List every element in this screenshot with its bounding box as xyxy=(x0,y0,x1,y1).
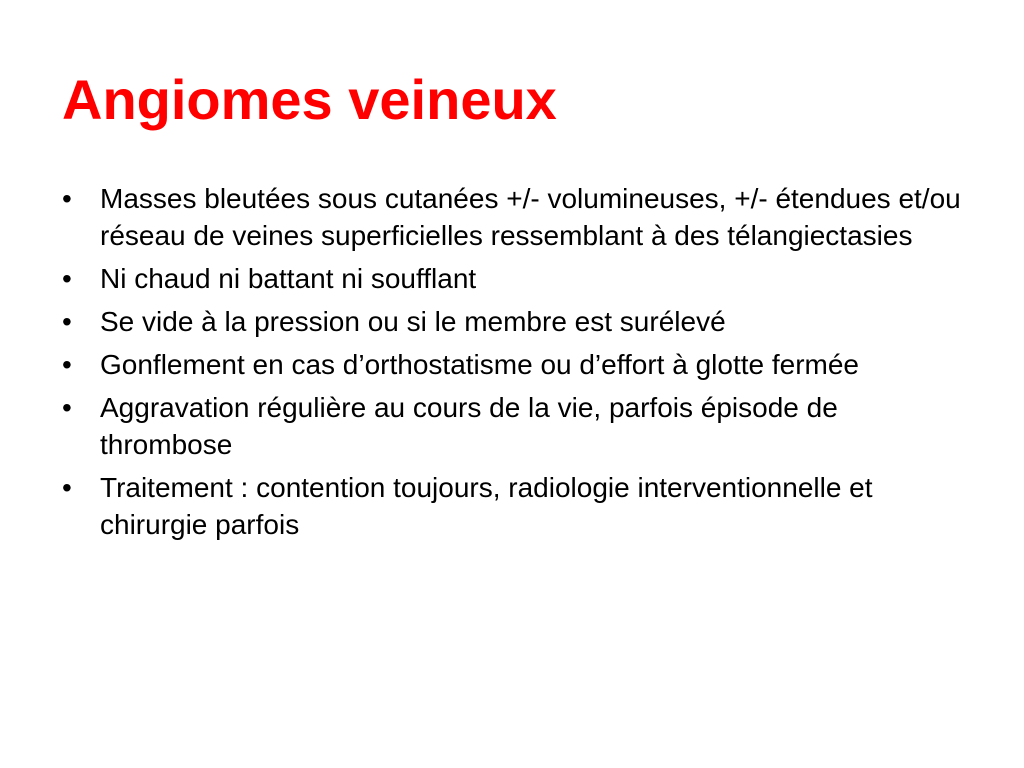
bullet-item xyxy=(62,180,972,254)
bullet-text: Aggravation régulière au cours de la vie, parfois épisode de thrombose xyxy=(100,392,838,460)
bullet-dot-icon: • xyxy=(62,472,72,503)
bullet-dot-icon: • xyxy=(62,183,72,214)
bullet-item xyxy=(62,260,972,297)
bullet-item xyxy=(62,469,972,543)
bullet-item xyxy=(62,346,972,383)
bullet-text: Se vide à la pression ou si le membre est surélevé xyxy=(100,306,726,337)
bullet-text: Gonflement en cas d’orthostatisme ou d’effort à glotte fermée xyxy=(100,349,860,380)
bullet-dot-icon: • xyxy=(62,306,72,337)
bullet-text: Masses bleutées sous cutanées +/- volumineuses, +/- étendues et/ou réseau de veines superficielles ressemblant à des télangiectasies xyxy=(100,183,961,251)
bullet-dot-icon: • xyxy=(62,263,72,294)
bullet-list xyxy=(62,180,972,549)
bullet-text: Traitement : contention toujours, radiologie interventionnelle et chirurgie parfois xyxy=(100,472,873,540)
bullet-dot-icon: • xyxy=(62,349,72,380)
bullet-item xyxy=(62,389,972,463)
slide-title: Angiomes veineux xyxy=(62,68,557,131)
bullet-dot-icon: • xyxy=(62,392,72,423)
bullet-item xyxy=(62,303,972,340)
bullet-text: Ni chaud ni battant ni soufflant xyxy=(100,263,477,294)
